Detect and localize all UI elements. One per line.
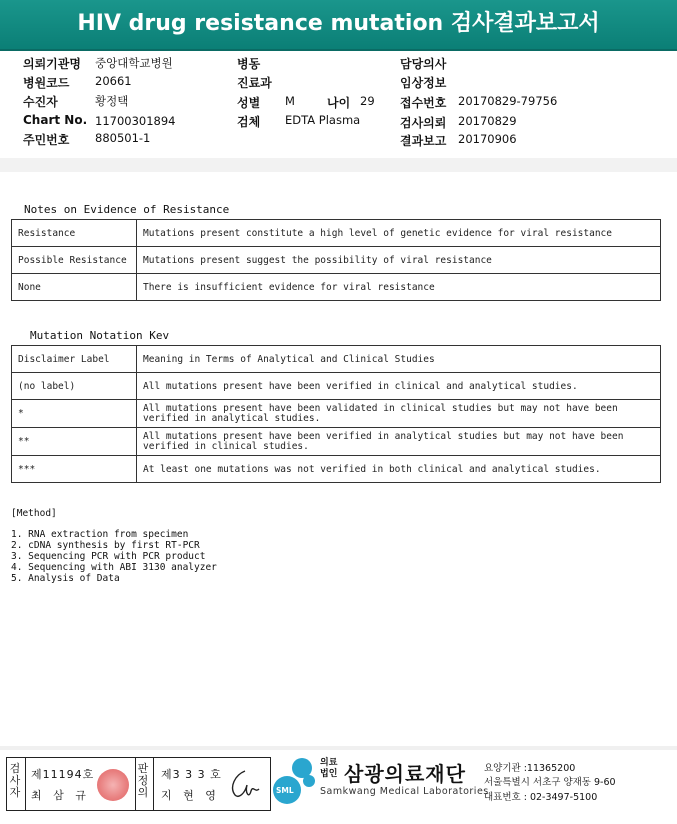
report-header-banner [0, 0, 677, 51]
table-row [12, 274, 661, 301]
accession-no-row: 접수번호 20170829-79756 [400, 94, 558, 110]
examiner-seal-stamp [97, 769, 129, 801]
reviewer-license: 제3 3 3 호 [161, 768, 222, 781]
notes-label-cell: None [12, 274, 137, 301]
notes-table [11, 219, 661, 301]
notes-text-cell: Mutations present suggest the possibility of viral resistance [137, 247, 661, 274]
reviewer-label: 판 정 의 [137, 762, 149, 799]
lab-code: 요양기관 :11365200 [484, 763, 576, 774]
notation-label-cell: * [12, 400, 137, 428]
examiner-name: 최 삼 규 [31, 789, 90, 802]
method-step: 4. Sequencing with ABI 3130 analyzer [11, 562, 217, 573]
logo-text: SML [276, 786, 294, 795]
table-row [12, 400, 661, 428]
sex-row: 성별 M [237, 94, 295, 110]
lab-phone: 대표번호 : 02-3497-5100 [484, 792, 598, 803]
notation-table [11, 345, 661, 483]
notation-label-cell: (no label) [12, 373, 137, 400]
notes-label-cell: Resistance [12, 220, 137, 247]
notation-title: Mutation Notation Kev [30, 329, 170, 342]
notation-text-cell: All mutations present have been verified in clinical and analytical studies. [137, 373, 661, 400]
department-row: 진료과 [237, 76, 272, 90]
lab-address: 서울특별시 서초구 양재동 9-60 [484, 777, 616, 788]
examiner-license: 제11194호 [31, 768, 95, 781]
notation-text-cell: At least one mutations was not verified in both clinical and analytical studies. [137, 456, 661, 483]
hospital-code-row: 병원코드 20661 [23, 74, 132, 90]
notation-header-text: Meaning in Terms of Analytical and Clinical Studies [137, 346, 661, 373]
table-header-row [12, 346, 661, 373]
patient-name-row: 수진자 황정택 [23, 94, 129, 109]
clinical-info-row: 임상정보 [400, 76, 447, 90]
reviewer-name: 지 현 영 [161, 789, 220, 802]
table-row [12, 373, 661, 400]
method-step: 2. cDNA synthesis by first RT-PCR [11, 540, 200, 551]
notes-label-cell: Possible Resistance [12, 247, 137, 274]
notation-header-label: Disclaimer Label [12, 346, 137, 373]
table-row [12, 247, 661, 274]
report-date-row: 결과보고 20170906 [400, 132, 517, 148]
request-date-row: 검사의뢰 20170829 [400, 114, 517, 130]
report-title: HIV drug resistance mutation 검사결과보고서 [77, 11, 600, 36]
examiner-label: 검 사 자 [9, 762, 21, 799]
brand-name: 삼광의료재단 [344, 762, 466, 786]
notation-text-cell: All mutations present have been validated in clinical studies but may not have been verified in analytical studies. [137, 400, 661, 428]
notation-label-cell: ** [12, 428, 137, 456]
method-step: 1. RNA extraction from specimen [11, 529, 189, 540]
notes-text-cell: Mutations present constitute a high level of genetic evidence for viral resistance [137, 220, 661, 247]
reviewer-signature [223, 763, 263, 803]
method-step: 5. Analysis of Data [11, 573, 120, 584]
brand-name-en: Samkwang Medical Laboratories [320, 786, 489, 797]
attending-doctor-row: 담당의사 [400, 57, 447, 71]
notes-text-cell: There is insufficient evidence for viral resistance [137, 274, 661, 301]
divider-band [0, 158, 677, 172]
chart-no-row: Chart No. 11700301894 [23, 113, 176, 128]
brand-small: 의료 법인 [320, 758, 338, 779]
age-row: 나이 29 [327, 94, 375, 110]
notation-text-cell: All mutations present have been verified in analytical studies but may not have been verified in clinical studies. [137, 428, 661, 456]
ward-row: 병동 [237, 57, 261, 71]
institution-row: 의뢰기관명 중앙대학교병원 [23, 56, 173, 71]
table-row [12, 428, 661, 456]
method-step: 3. Sequencing PCR with PCR product [11, 551, 206, 562]
method-title: [Method] [11, 508, 57, 519]
notation-label-cell: *** [12, 456, 137, 483]
specimen-row: 검체 EDTA Plasma [237, 113, 361, 129]
table-row [12, 456, 661, 483]
notes-title: Notes on Evidence of Resistance [24, 203, 230, 216]
resident-no-row: 주민번호 880501-1 [23, 131, 151, 147]
table-row [12, 220, 661, 247]
